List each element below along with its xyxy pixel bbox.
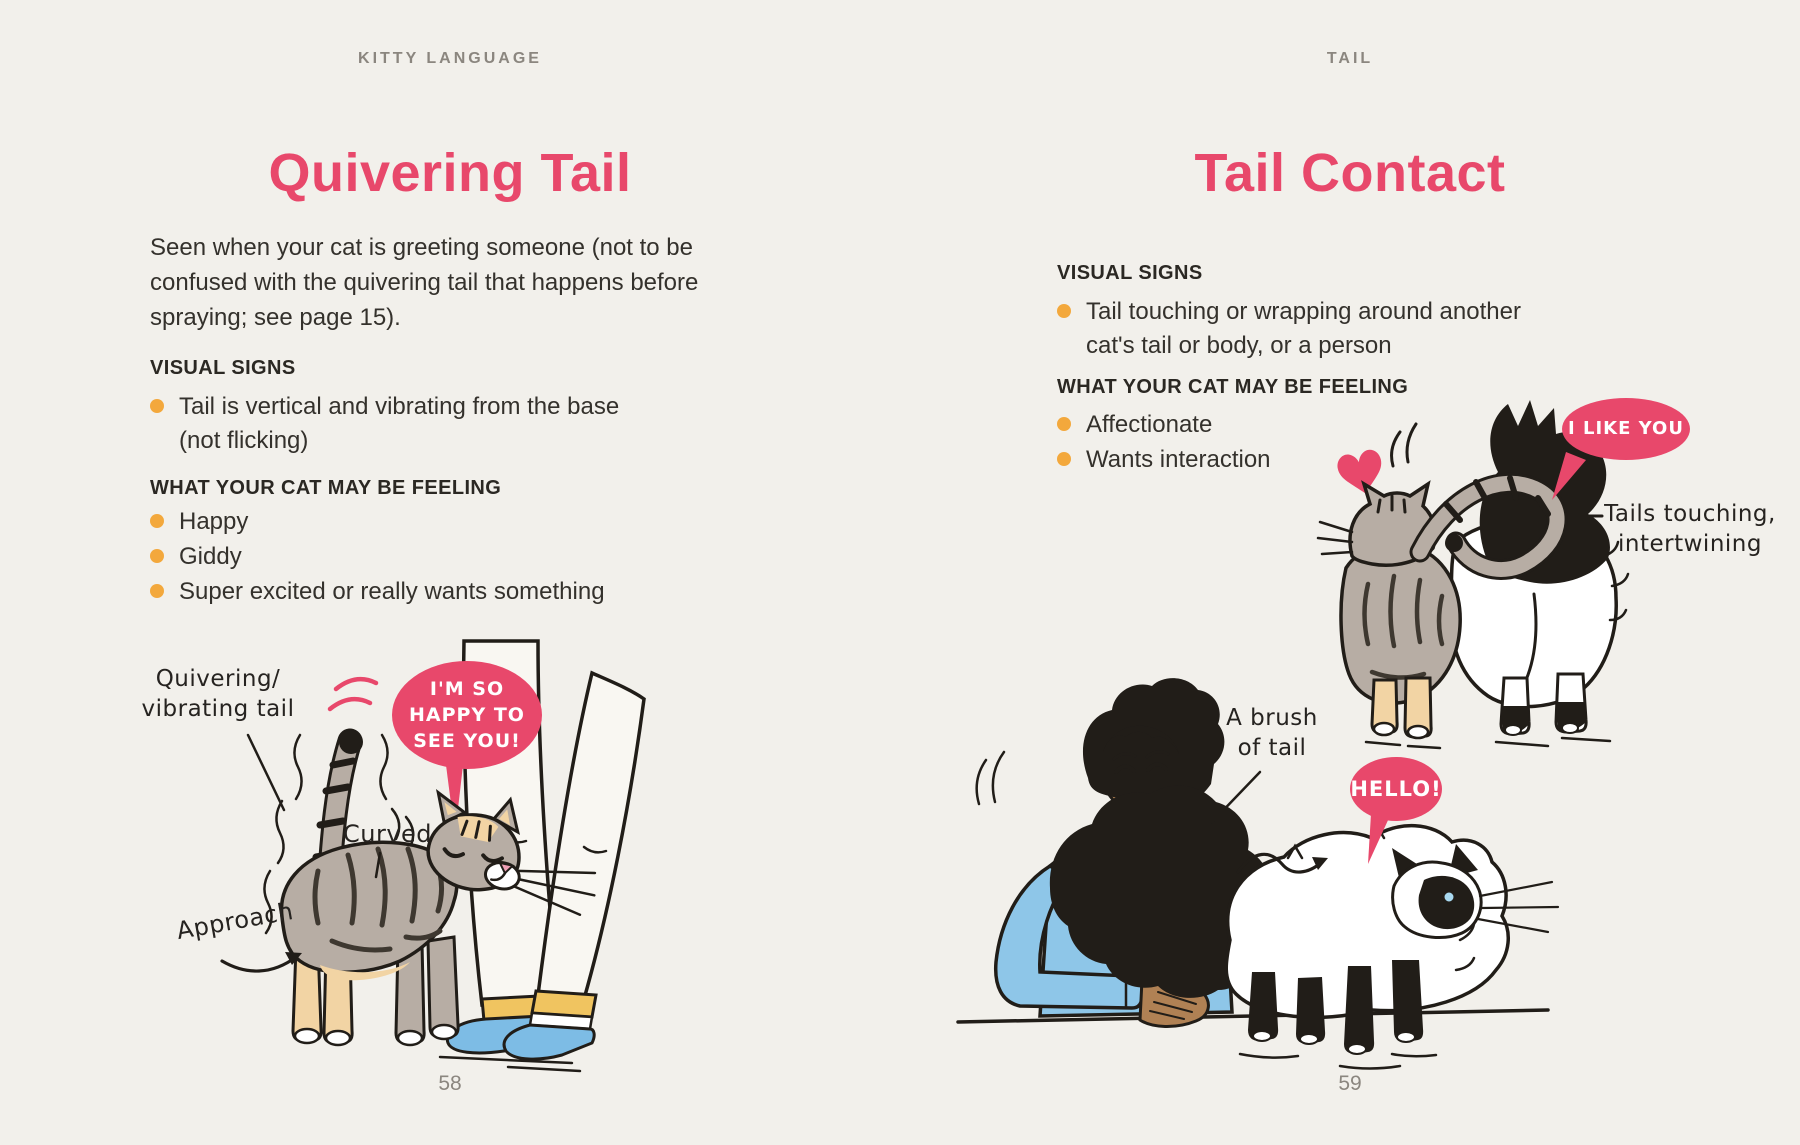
blue-sock [504, 1025, 594, 1059]
list-item [150, 505, 248, 539]
bullet-text: Super excited or really wants something [179, 578, 605, 605]
annotation-tails-touching: Tails touching, intertwining [1604, 501, 1776, 557]
page-title-right: Tail Contact [1194, 143, 1506, 203]
bullet-dot-icon [150, 399, 164, 413]
bullet-text: Giddy [179, 543, 242, 570]
bullet-text: Affectionate [1086, 411, 1213, 438]
whiskers [1318, 522, 1352, 554]
bullet-dot-icon [150, 514, 164, 528]
white-cat [1226, 826, 1558, 1069]
section-heading-visual-signs-left: VISUAL SIGNS [150, 357, 296, 379]
cat-eye [1444, 892, 1455, 903]
bullet-dot-icon [150, 549, 164, 563]
quiver-marks-icon [330, 679, 376, 709]
list-item [1057, 295, 1521, 363]
page-number-left: 58 [438, 1072, 462, 1095]
heart-icon [1335, 448, 1387, 498]
bullet-text: Wants interaction [1086, 446, 1271, 473]
bullet-text: Tail touching or wrapping around another [1086, 298, 1521, 325]
intro-line: Seen when your cat is greeting someone (not to be [150, 234, 693, 261]
annotation-approach: Approach [174, 896, 296, 946]
head-motion-marks [977, 752, 1004, 804]
intro-line: confused with the quivering tail that happens before [150, 269, 699, 296]
running-head-left: KITTY LANGUAGE [358, 50, 542, 67]
page-number-right: 59 [1338, 1072, 1362, 1095]
speech-bubble-happy: I'M SO HAPPY TO SEE YOU! [392, 661, 542, 769]
speech-bubble-i-like-you: I LIKE YOU [1562, 398, 1690, 460]
running-head-right: TAIL [1326, 50, 1374, 67]
bullet-text: (not flicking) [179, 427, 309, 454]
bullet-text: cat's tail or body, or a person [1086, 332, 1392, 359]
section-heading-feelings-right: WHAT YOUR CAT MAY BE FEELING [1057, 376, 1409, 398]
bullet-text: Tail is vertical and vibrating from the base [179, 393, 620, 420]
approach-arrow-icon [222, 952, 302, 971]
page-title-left: Quivering Tail [268, 143, 632, 203]
intro-paragraph [150, 230, 790, 335]
annotation-brush-of-tail: A brush of tail [1226, 705, 1318, 761]
bullet-text: Happy [179, 508, 249, 535]
bullet-dot-icon [1057, 304, 1071, 318]
speech-bubble-hello: HELLO! [1350, 757, 1442, 821]
illustration-tail-contact [900, 380, 1800, 1100]
list-item [150, 540, 242, 574]
section-heading-visual-signs-right: VISUAL SIGNS [1057, 262, 1203, 284]
curly-hair [1083, 678, 1224, 804]
section-heading-feelings-left: WHAT YOUR CAT MAY BE FEELING [150, 477, 502, 499]
tail-tip [339, 730, 363, 754]
annotation-quivering-tail: Quivering/ vibrating tail [141, 666, 295, 722]
annotation-curved: Curved [343, 820, 433, 848]
list-item [150, 390, 619, 458]
intro-line: spraying; see page 15). [150, 304, 401, 331]
label-pointer-line [248, 735, 284, 810]
